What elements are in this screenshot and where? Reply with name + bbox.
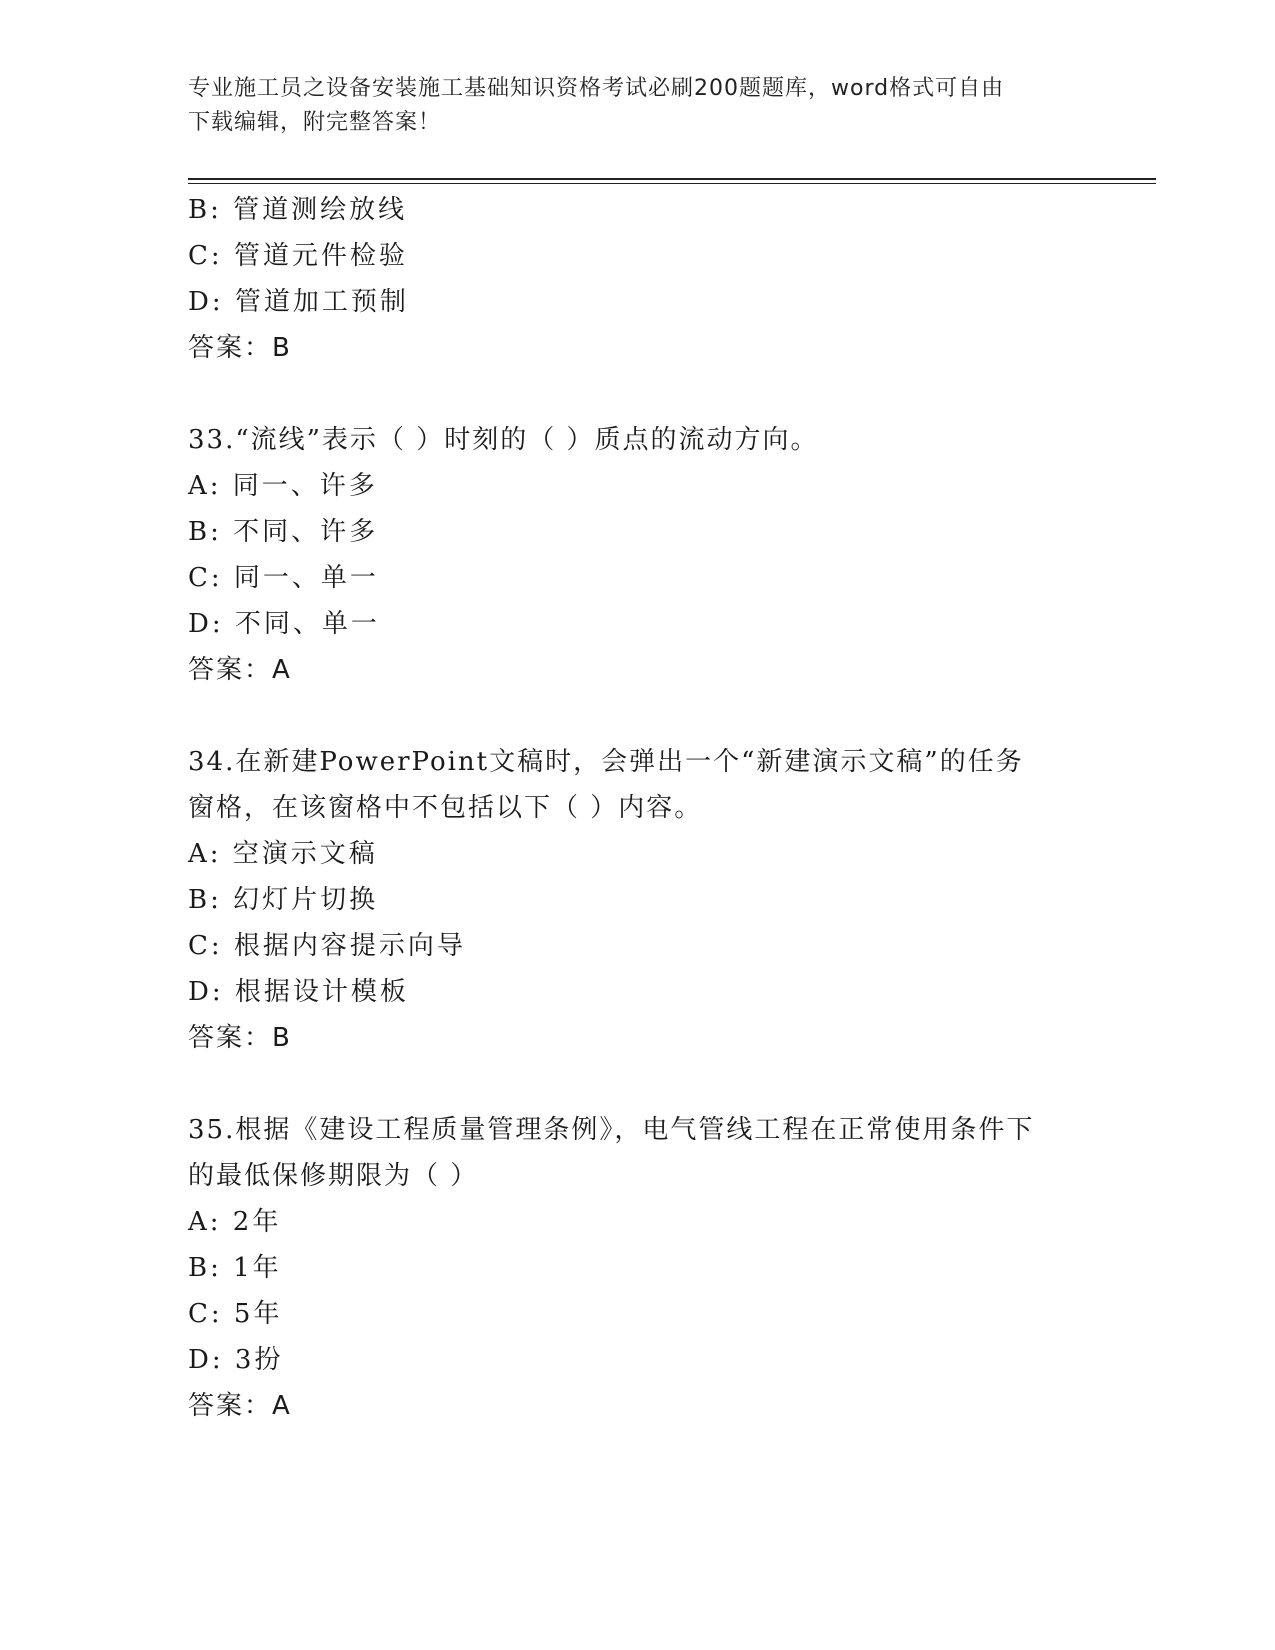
- question-text-line-2: 窗格，在该窗格中不包括以下（ ）内容。: [188, 793, 703, 823]
- option-b: B: 不同、许多: [188, 517, 379, 547]
- option-c: C: 根据内容提示向导: [188, 931, 466, 961]
- answer: 答案：A: [188, 655, 292, 685]
- option-c: C: 5年: [188, 1299, 283, 1329]
- option-c: C: 同一、单一: [188, 563, 379, 593]
- question-34: [188, 739, 1088, 1061]
- option-d: D: 3扮: [188, 1345, 284, 1375]
- option-c: C: 管道元件检验: [188, 241, 408, 271]
- answer: 答案：A: [188, 1391, 292, 1421]
- question-text: 33.“流线”表示（ ）时刻的（ ）质点的流动方向。: [188, 425, 819, 455]
- question-text-line-1: 35.根据《建设工程质量管理条例》，电气管线工程在正常使用条件下: [188, 1115, 1035, 1145]
- header-rule-thin: [188, 183, 1156, 184]
- question-33: [188, 417, 1088, 693]
- header-line-2: 下载编辑，附完整答案！: [188, 110, 442, 135]
- question-35: [188, 1107, 1088, 1429]
- question-32-continuation: [188, 187, 1088, 371]
- option-b: B: 幻灯片切换: [188, 885, 379, 915]
- question-text-line-1: 34.在新建PowerPoint文稿时，会弹出一个“新建演示文稿”的任务: [188, 747, 1024, 777]
- option-d: D: 根据设计模板: [188, 977, 409, 1007]
- option-d: D: 不同、单一: [188, 609, 380, 639]
- option-d: D: 管道加工预制: [188, 287, 409, 317]
- option-a: A: 同一、许多: [188, 471, 378, 501]
- option-a: A: 2年: [188, 1207, 282, 1237]
- answer: 答案：B: [188, 1023, 292, 1053]
- question-list: [188, 187, 1088, 1429]
- question-text-line-2: 的最低保修期限为（ ）: [188, 1161, 479, 1191]
- answer: 答案：B: [188, 333, 292, 363]
- option-b: B: 1年: [188, 1253, 282, 1283]
- header-line-1: 专业施工员之设备安装施工基础知识资格考试必刷200题题库，word格式可自由: [188, 76, 1005, 101]
- option-b: B: 管道测绘放线: [188, 195, 408, 225]
- option-a: A: 空演示文稿: [188, 839, 378, 869]
- document-header: [188, 72, 1068, 140]
- header-rule-thick: [188, 178, 1156, 180]
